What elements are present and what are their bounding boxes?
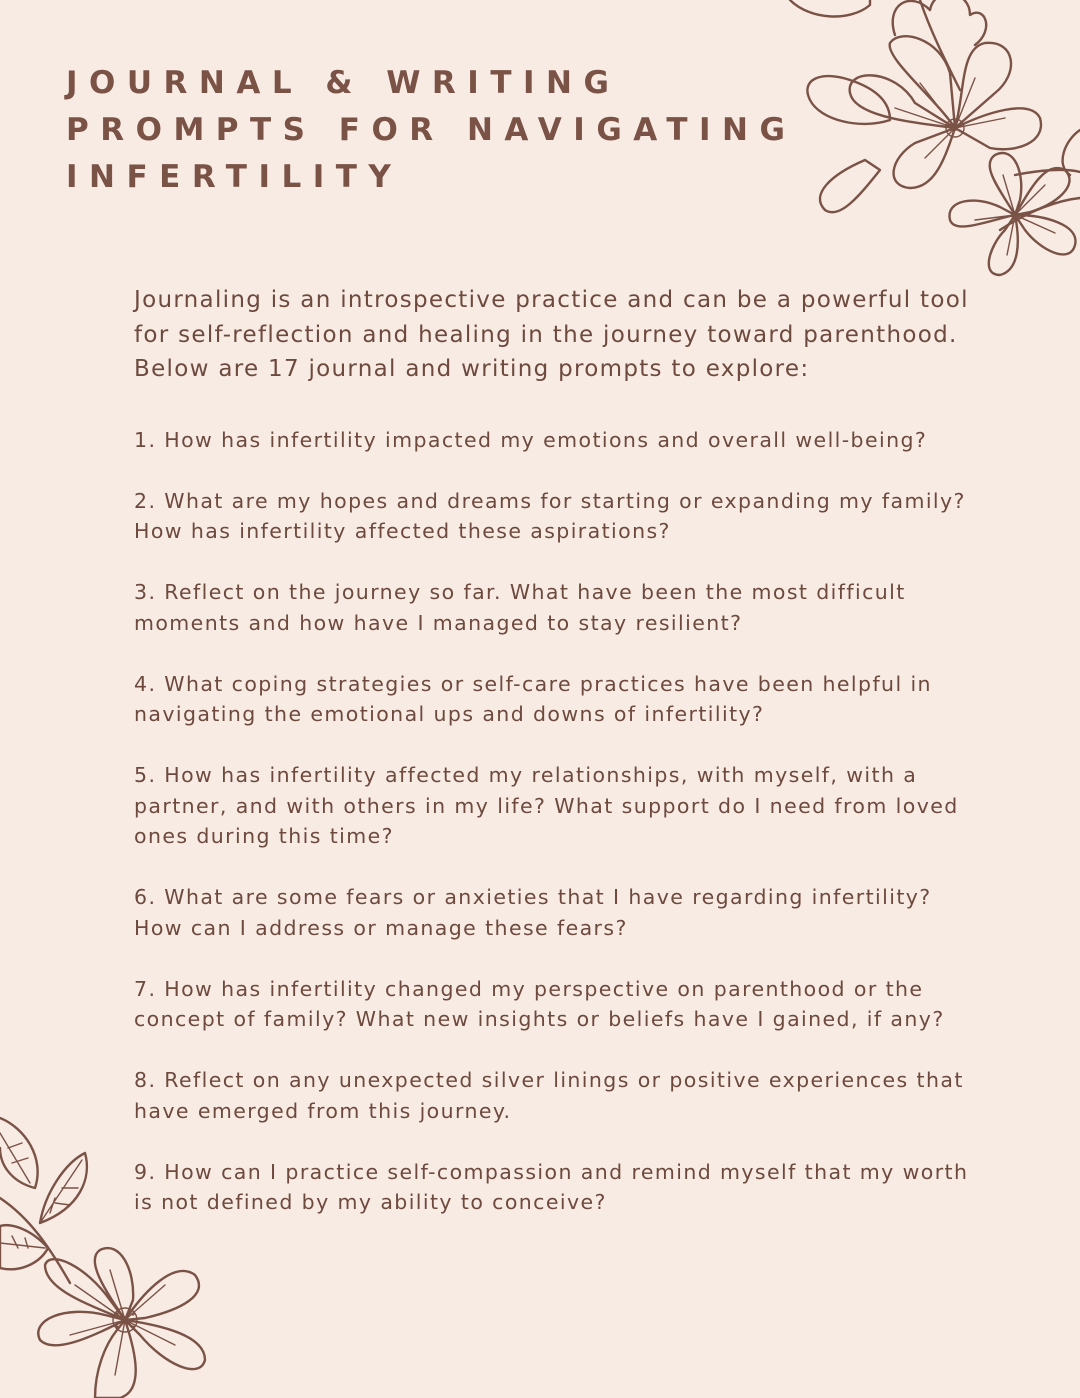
main-content	[134, 283, 984, 1248]
prompt-item: 7. How has infertility changed my perspective on parenthood or the concept of family? What new insights or beliefs have I gained, if any?	[134, 976, 945, 1031]
floral-bottom-left-icon	[0, 1108, 230, 1398]
prompt-item: 5. How has infertility affected my relationships, with myself, with a partner, and with others in my life? What support do I need from loved ones during this time?	[134, 763, 959, 848]
prompt-item: 3. Reflect on the journey so far. What have been the most difficult moments and how have I managed to stay resilient?	[134, 580, 906, 635]
prompt-item: 1. How has infertility impacted my emotions and overall well-being?	[134, 427, 928, 452]
intro-paragraph: Journaling is an introspective practice and can be a powerful tool for self-reflection and healing in the journey toward parenthood. Below are 17 journal and writing prompts to explore:	[134, 287, 969, 382]
prompt-item: 6. What are some fears or anxieties that I have regarding infertility? How can I address or manage these fears?	[134, 885, 932, 940]
title-line-3: INFERTILITY	[66, 159, 403, 195]
prompt-item: 8. Reflect on any unexpected silver linings or positive experiences that have emerged from this journey.	[134, 1068, 964, 1123]
floral-top-right-icon	[770, 0, 1080, 300]
title-line-2: PROMPTS FOR NAVIGATING	[66, 112, 797, 148]
prompt-item: 4. What coping strategies or self-care practices have been helpful in navigating the emotional ups and downs of infertility?	[134, 671, 932, 726]
page-title	[66, 60, 797, 201]
prompt-item: 2. What are my hopes and dreams for starting or expanding my family? How has infertility affected these aspirations?	[134, 488, 966, 543]
prompt-item: 9. How can I practice self-compassion and remind myself that my worth is not defined by my ability to conceive?	[134, 1159, 969, 1214]
title-line-1: JOURNAL & WRITING	[66, 65, 621, 101]
